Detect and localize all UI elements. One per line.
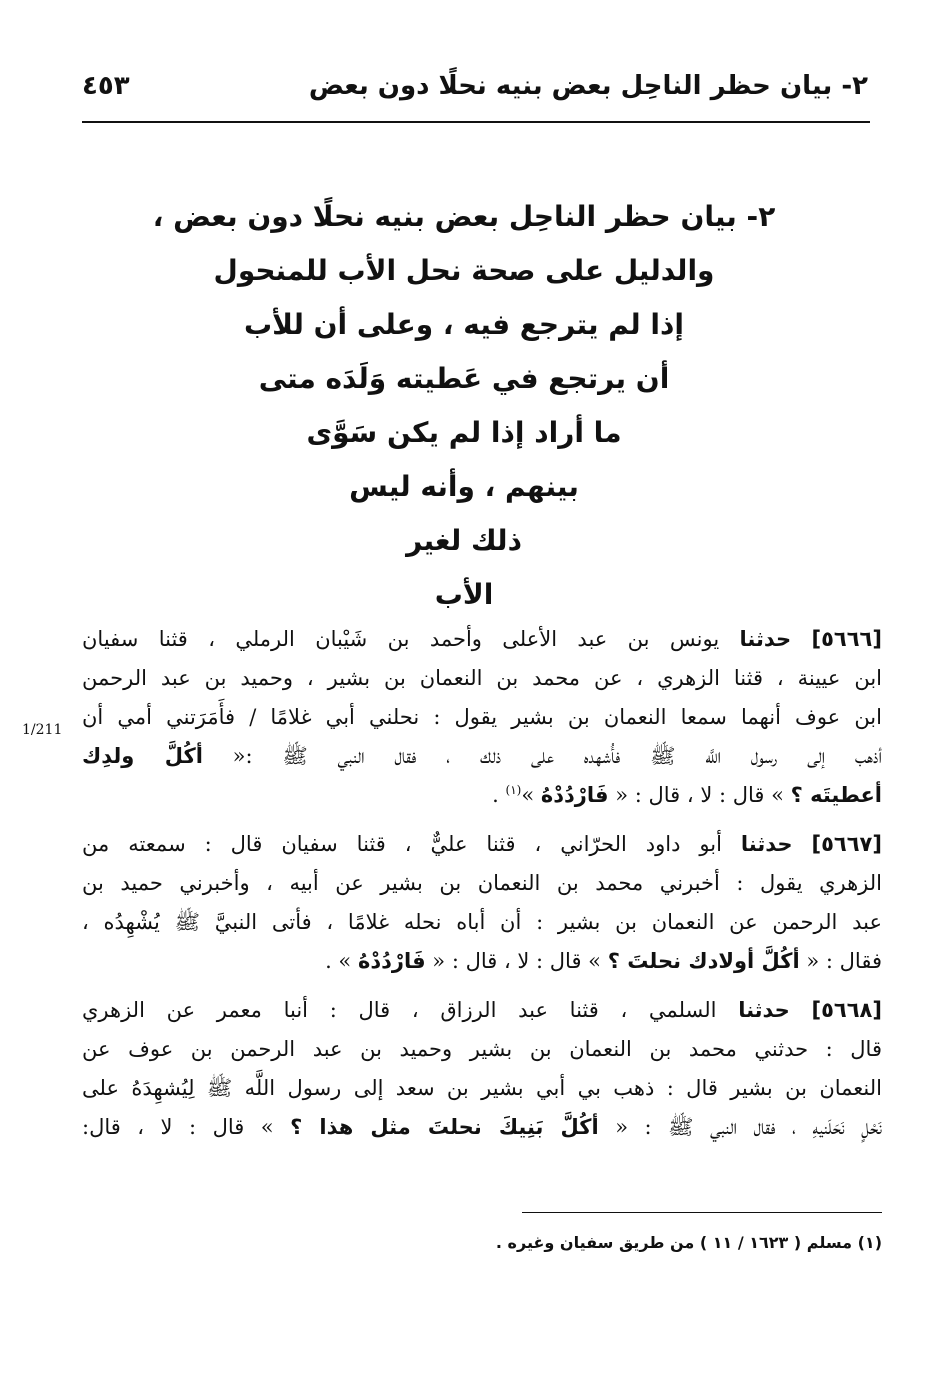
line-text: السلمي ، قثنا عبد الرزاق ، قال : أنبا معمر عن الزهري: [82, 998, 739, 1022]
prophetic-quote: فَارْدُدْهُ: [357, 949, 426, 973]
text-line: [82, 776, 882, 815]
tahdith-word: حدثنا: [739, 627, 792, 651]
line-text: نَحْلٍ نَحَلَنيهِ ، فقال النبي ﷺ : «: [598, 1115, 882, 1139]
footnote-ref[interactable]: (١): [505, 783, 522, 797]
text-line: [82, 942, 882, 981]
text-line: الزهري يقول : أخبرني محمد بن النعمان بن بشير عن أبيه ، وأخبرني حميد بن: [82, 871, 882, 895]
prophetic-quote: فَارْدُدْهُ: [540, 783, 609, 807]
text-line: [82, 737, 882, 776]
chapter-heading: [120, 190, 808, 622]
line-text: فقال : «: [799, 949, 882, 973]
heading-line: والدليل على صحة نحل الأب للمنحول: [213, 254, 715, 287]
page-number: ٤٥٣: [82, 71, 130, 101]
hadith-number: [٥٦٦٨]: [811, 998, 882, 1022]
text-line: قال : حدثني محمد بن النعمان بن بشير وحميد بن عبد الرحمن بن عوف عن: [82, 1037, 882, 1061]
line-text: يونس بن عبد الأعلى وأحمد بن شَيْبان الرملي ، قثنا سفيان: [82, 627, 740, 651]
heading-line: ٢- بيان حظر الناحِل بعض بنيه نحلًا دون بعض ،: [152, 200, 776, 233]
line-text: »: [521, 783, 541, 807]
heading-line: بينهم ، وأنه ليس: [349, 470, 579, 503]
tahdith-word: حدثنا: [740, 832, 793, 856]
line-text: » قال : لا ، قال : «: [425, 949, 608, 973]
hadith-5668: [82, 991, 882, 1147]
footnote: (١) مسلم ( ١٦٢٣ / ١١ ) من طريق سفيان وغيره .: [495, 1233, 882, 1252]
hadith-number: [٥٦٦٦]: [811, 627, 882, 651]
header-rule: [82, 121, 870, 123]
margin-reference: 1/211: [22, 722, 63, 738]
text-line: النعمان بن بشير قال : ذهب بي أبي بشير بن سعد إلى رسول اللَّه ﷺ لِيُشهِدَهُ على: [82, 1076, 882, 1100]
footnote-rule: [522, 1212, 882, 1213]
prophetic-quote: أكُلَّ ولدِك: [82, 744, 203, 768]
prophetic-quote: أكُلَّ أولادك نحلتَ ؟: [607, 949, 800, 973]
hadith-5666: [82, 620, 882, 815]
prophetic-quote: أكُلَّ بَنِيكَ نحلتَ مثل هذا ؟: [290, 1115, 599, 1139]
text-line: ابن عوف أنهما سمعا النعمان بن بشير يقول : نحلني أبي غلامًا / فأَمَرَتني أمي أن: [82, 705, 882, 729]
text-line: [82, 1108, 882, 1147]
text-line: [82, 620, 882, 659]
text-line: عبد الرحمن عن النعمان بن بشير : أن أباه نحله غلامًا ، فأتى النبيَّ ﷺ يُشْهِدُه ،: [82, 910, 882, 934]
line-text: أذهب إلى رسول اللَّه ﷺ فأُشهده على ذلك ، فقال النبي ﷺ :«: [202, 744, 882, 768]
text-line: ابن عيينة ، قثنا الزهري ، عن محمد بن النعمان بن بشير ، وحميد بن عبد الرحمن: [82, 666, 882, 690]
line-text: » قال : لا ، قال : «: [608, 783, 791, 807]
prophetic-quote: أعطيتَه ؟: [790, 783, 882, 807]
text-line: [82, 991, 882, 1030]
line-text: .: [492, 783, 506, 807]
body-text: [82, 620, 882, 1157]
running-header: [82, 66, 868, 110]
heading-line: ما أراد إذا لم يكن سَوَّى: [306, 416, 622, 449]
hadith-number: [٥٦٦٧]: [811, 832, 882, 856]
running-title: ٢- بيان حظر الناحِل بعض بنيه نحلًا دون بعض: [308, 71, 868, 101]
heading-line: إذا لم يترجع فيه ، وعلى أن للأب: [243, 308, 684, 341]
heading-line: أن يرتجع في عَطيته وَلَدَه متى: [258, 362, 670, 395]
line-text: » قال : لا ، قال:: [82, 1115, 291, 1139]
heading-line: ذلك لغير: [406, 524, 522, 557]
tahdith-word: حدثنا: [738, 998, 790, 1022]
text-line: [82, 825, 882, 864]
heading-line: الأب: [434, 578, 494, 611]
line-text: » .: [325, 949, 358, 973]
line-text: أبو داود الحرّاني ، قثنا عليٌّ ، قثنا سفيان قال : سمعته من: [82, 832, 741, 856]
hadith-5667: [82, 825, 882, 981]
